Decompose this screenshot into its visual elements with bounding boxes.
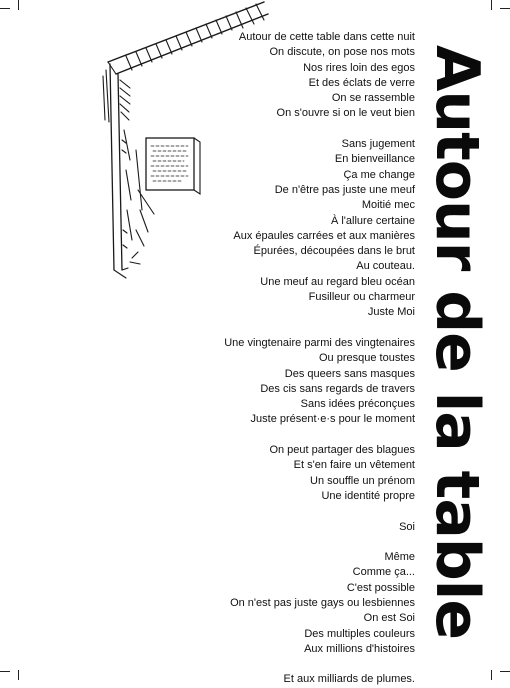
poem-line: On n'est pas juste gays ou lesbiennes	[230, 596, 415, 609]
poem-line: Comme ça...	[352, 566, 415, 579]
poem-line: Des multiples couleurs	[304, 627, 415, 640]
poem-line: Juste Moi	[367, 306, 415, 319]
poem-line: C'est possible	[346, 581, 415, 594]
poem-line: En bienveillance	[334, 153, 415, 166]
poem-line: On s'ouvre si on le veut bien	[276, 107, 415, 120]
page-title: Autour de la table	[422, 44, 492, 640]
poem-line: Ça me change	[343, 168, 415, 181]
poem-line: Ou presque toustes	[318, 352, 415, 365]
crop-mark	[18, 0, 19, 10]
poem-line: Et des éclats de verre	[308, 76, 415, 89]
poem-line: Nos rires loin des egos	[303, 61, 415, 74]
crop-mark	[18, 670, 19, 680]
poem-line: Même	[384, 551, 415, 564]
poem-line: Fusilleur ou charmeur	[308, 291, 415, 304]
crop-mark	[491, 0, 492, 10]
poem-line: Un souffle un prénom	[310, 474, 415, 487]
poem-stanza	[135, 443, 415, 504]
poem-line: Une meuf au regard bleu océan	[260, 275, 415, 288]
crop-mark	[500, 671, 510, 672]
poem-line: On se rassemble	[331, 92, 415, 105]
poem-body	[135, 30, 415, 688]
crop-mark	[0, 8, 10, 9]
crop-mark	[500, 8, 510, 9]
poem-line: On peut partager des blagues	[269, 444, 415, 457]
page-title-container	[422, 22, 492, 662]
poem-line: Une identité propre	[321, 489, 415, 502]
poem-stanza	[135, 672, 415, 687]
poem-line: Des queers sans masques	[284, 367, 415, 380]
poem-line: On discute, on pose nos mots	[269, 46, 415, 59]
poem-line: On est Soi	[363, 612, 415, 625]
poem-line: Épurées, découpées dans le brut	[253, 245, 415, 258]
poem-line: Au couteau.	[356, 260, 415, 273]
poem-line: De n'être pas juste une meuf	[274, 183, 415, 196]
poem-line: Sans jugement	[341, 138, 415, 151]
poem-line: Et s'en faire un vêtement	[293, 459, 415, 472]
poem-line: Sans idées préconçues	[300, 398, 415, 411]
poem-line: Une vingtenaire parmi des vingtenaires	[224, 336, 415, 349]
poem-stanza	[135, 137, 415, 321]
poem-line: Et aux milliards de plumes.	[283, 673, 415, 686]
poem-stanza	[135, 30, 415, 122]
poem-line: Moitié mec	[361, 199, 415, 212]
poem-line: Soi	[399, 520, 415, 533]
poem-stanza	[135, 520, 415, 535]
crop-mark	[0, 671, 10, 672]
poem-line: À l'allure certaine	[330, 214, 415, 227]
poem-line: Des cis sans regards de travers	[260, 382, 415, 395]
poem-line: Aux millions d'histoires	[304, 642, 415, 655]
poem-stanza	[135, 550, 415, 657]
crop-mark	[491, 670, 492, 680]
poem-line: Autour de cette table dans cette nuit	[238, 31, 415, 43]
poem-stanza	[135, 336, 415, 428]
poem-line: Juste présent·e·s pour le moment	[250, 413, 415, 426]
poem-line: Aux épaules carrées et aux manières	[233, 229, 415, 242]
